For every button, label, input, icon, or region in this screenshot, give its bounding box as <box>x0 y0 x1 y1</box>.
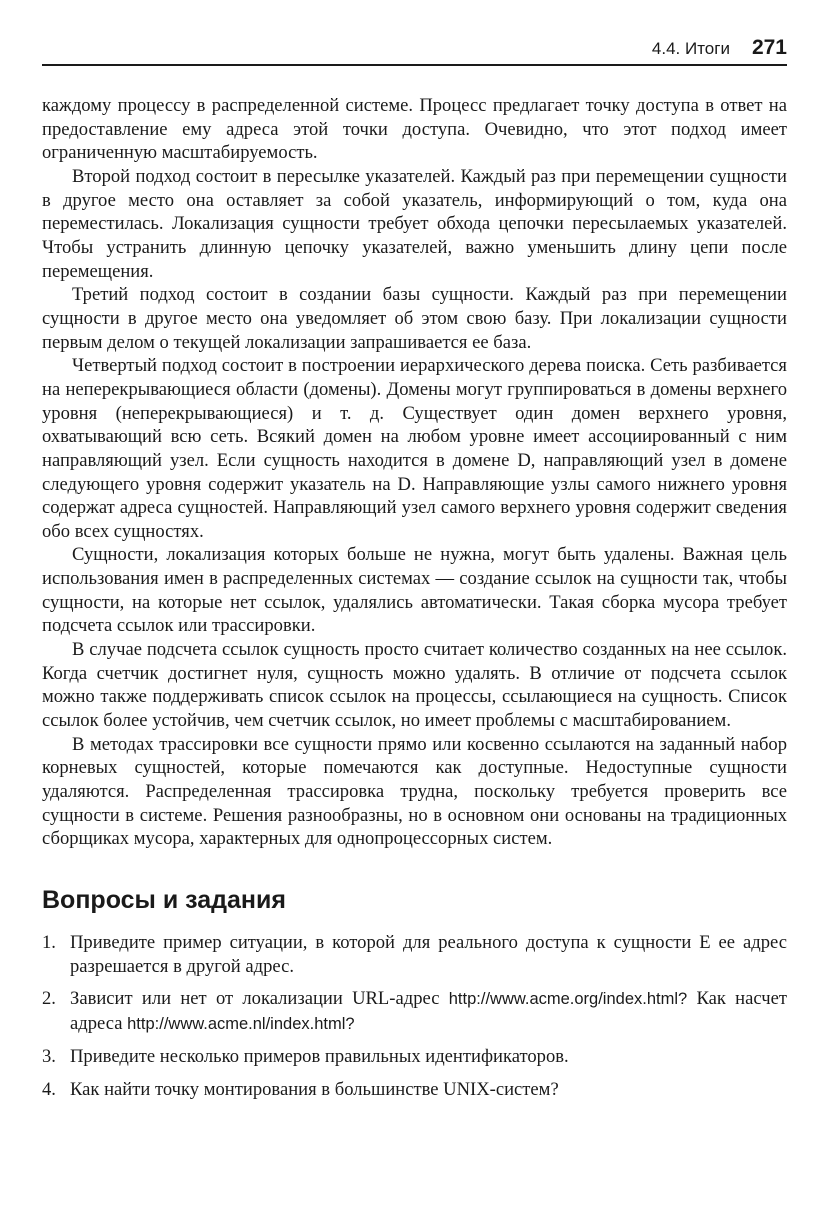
section-title: Вопросы и задания <box>42 886 286 914</box>
question-item <box>42 931 787 978</box>
paragraph-2: Второй подход состоит в пересылке указателей. Каждый раз при перемещении сущности в другое место она оставляет за собой указатель, информирующий о том, куда она переместилась. Локализация сущности требует обхода цепочки пересылаемых указателей. Чтобы устранить длинную цепочку указателей, важно уменьшить длину цепи после перемещения. <box>42 165 787 282</box>
page-number: 271 <box>751 36 787 59</box>
paragraph-3: Третий подход состоит в создании базы сущности. Каждый раз при перемещении сущности в другое место она уведомляет об этом свою базу. При локализации сущности первым делом о текущей локализации запрашивается ее база. <box>42 284 787 353</box>
question-text: Приведите несколько примеров правильных идентификаторов. <box>70 1046 569 1068</box>
question-number: 4. <box>42 1078 56 1100</box>
paragraph-5: Сущности, локализация которых больше не нужна, могут быть удалены. Важная цель использования имен в распределенных системах — создание ссылок на сущности так, чтобы сущности, на которые нет ссылок, удалялись автоматически. Такая сборка мусора требует подсчета ссылок или трассировки. <box>42 544 787 637</box>
running-header-section: 4.4. Итоги <box>651 39 730 58</box>
paragraph-6: В случае подсчета ссылок сущность просто считает количество созданных на нее ссылок. Когда счетчик достигнет нуля, сущность можно удалять. В отличие от подсчета ссылок можно также поддерживать список ссылок на процессы, ссылающиеся на сущность. Список ссылок более устойчив, чем счетчик ссылок, но имеет проблемы с масштабированием. <box>42 639 787 732</box>
questions-list <box>42 931 787 1102</box>
body-text <box>42 94 787 851</box>
paragraph-1: каждому процессу в распределенной системе. Процесс предлагает точку доступа в ответ на предоставление ему адреса этой точки доступа. Очевидно, что этот подход имеет ограниченную масштабируемость. <box>42 95 787 164</box>
question-text-part: Зависит или нет от локализации URL-адрес <box>70 988 440 1010</box>
question-number: 1. <box>42 932 56 953</box>
book-page <box>42 36 787 1111</box>
url-text: http://www.acme.nl/index.html? <box>127 1014 355 1033</box>
question-text: Приведите пример ситуации, в которой для реального доступа к сущности E ее адрес разрешается в другой адрес. <box>70 932 787 977</box>
question-item <box>42 1078 787 1102</box>
question-text: Как найти точку монтирования в большинстве UNIX-систем? <box>70 1078 559 1100</box>
question-item <box>42 1045 787 1069</box>
question-text-part: Как насчет адреса <box>70 988 787 1034</box>
question-number: 2. <box>42 988 56 1010</box>
paragraph-4: Четвертый подход состоит в построении иерархического дерева поиска. Сеть разбивается на неперекрывающиеся области (домены). Домены могут группироваться в домены верхнего уровня (неперекрывающиеся) и т. д. Существует один домен верхнего уровня, охватывающий всю сеть. Всякий домен на любом уровне имеет ассоциированный с ним направляющий узел. Если сущность находится в домене D, направляющий узел в домене следующего уровня содержит указатель на D. Направляющие узлы самого нижнего уровня содержат адреса сущностей. Направляющий узел самого верхнего уровня содержит сведения обо всех сущностях. <box>42 355 787 542</box>
paragraph-7: В методах трассировки все сущности прямо или косвенно ссылаются на заданный набор корневых сущностей, которые помечаются как доступные. Недоступные сущности удаляются. Распределенная трассировка трудна, поскольку требуется проверить все сущности в системе. Решения разнообразны, но в основном они основаны на традиционных сборщиках мусора, характерных для однопроцессорных систем. <box>42 733 787 850</box>
url-text: http://www.acme.org/index.html? <box>448 990 688 1009</box>
question-text <box>70 987 787 1036</box>
question-item <box>42 987 787 1036</box>
running-header <box>42 36 787 66</box>
question-number: 3. <box>42 1046 56 1068</box>
